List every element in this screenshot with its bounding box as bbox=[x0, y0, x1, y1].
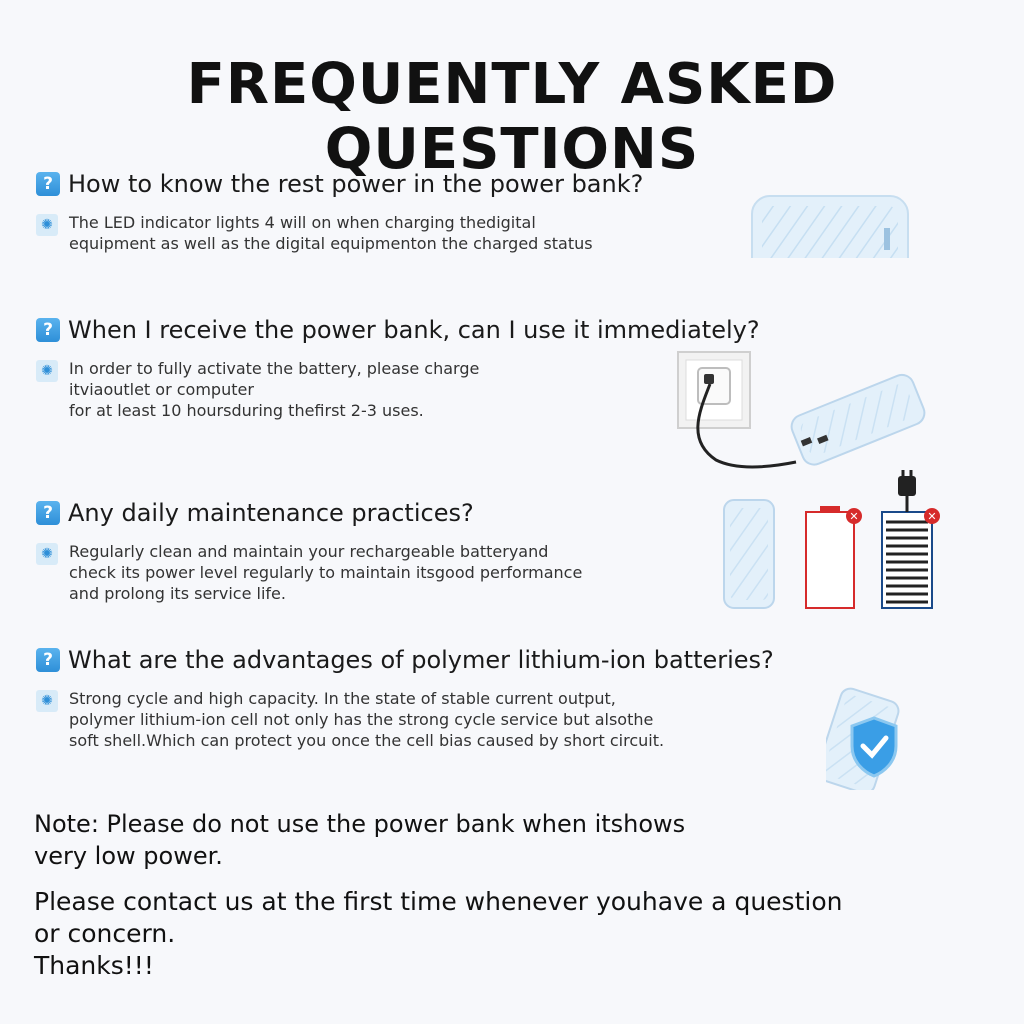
faq-question: Any daily maintenance practices? bbox=[68, 499, 474, 527]
question-mark-icon: ? bbox=[36, 318, 60, 342]
faq-answer: In order to fully activate the battery, please charge itviaoutlet or computer for at least 10 hoursduring thefirst 2-3 uses. bbox=[69, 359, 480, 420]
faq-answer: Regularly clean and maintain your rechargeable batteryand check its power level regularly to maintain itsgood performance and prolong its service life. bbox=[69, 542, 583, 603]
faq-question: What are the advantages of polymer lithium-ion batteries? bbox=[68, 646, 774, 674]
lightbulb-icon: ✺ bbox=[36, 543, 58, 565]
lightbulb-icon: ✺ bbox=[36, 360, 58, 382]
faq-answer: Strong cycle and high capacity. In the state of stable current output, polymer lithium-ion cell not only has the strong cycle service but alsothe soft shell.Which can protect you once the cell bias caused by short circuit. bbox=[69, 689, 665, 750]
note-text: Note: Please do not use the power bank when itshows very low power. bbox=[34, 810, 686, 870]
question-mark-icon: ? bbox=[36, 501, 60, 525]
faq-answer: The LED indicator lights 4 will on when charging thedigital equipment as well as the digital equipmenton the charged status bbox=[69, 213, 593, 253]
faq-question: How to know the rest power in the power bank? bbox=[68, 170, 644, 198]
faq-question: When I receive the power bank, can I use it immediately? bbox=[68, 316, 760, 344]
faq-item-2 bbox=[36, 316, 760, 421]
question-mark-icon: ? bbox=[36, 648, 60, 672]
svg-text:✕: ✕ bbox=[927, 510, 937, 523]
lightbulb-icon: ✺ bbox=[36, 690, 58, 712]
faq-item-4 bbox=[36, 646, 774, 751]
page-title: FREQUENTLY ASKED QUESTIONS bbox=[186, 52, 838, 182]
lightbulb-icon: ✺ bbox=[36, 214, 58, 236]
faq-item-3 bbox=[36, 499, 726, 604]
power-bank-led-image bbox=[748, 192, 910, 262]
contact-text: Please contact us at the first time whenever youhave a question or concern. Thanks!!! bbox=[34, 887, 843, 980]
shield-protection-image bbox=[826, 680, 936, 790]
question-mark-icon: ? bbox=[36, 172, 60, 196]
svg-text:✕: ✕ bbox=[849, 510, 859, 523]
faq-item-1 bbox=[36, 170, 726, 254]
maintenance-image bbox=[720, 466, 950, 614]
